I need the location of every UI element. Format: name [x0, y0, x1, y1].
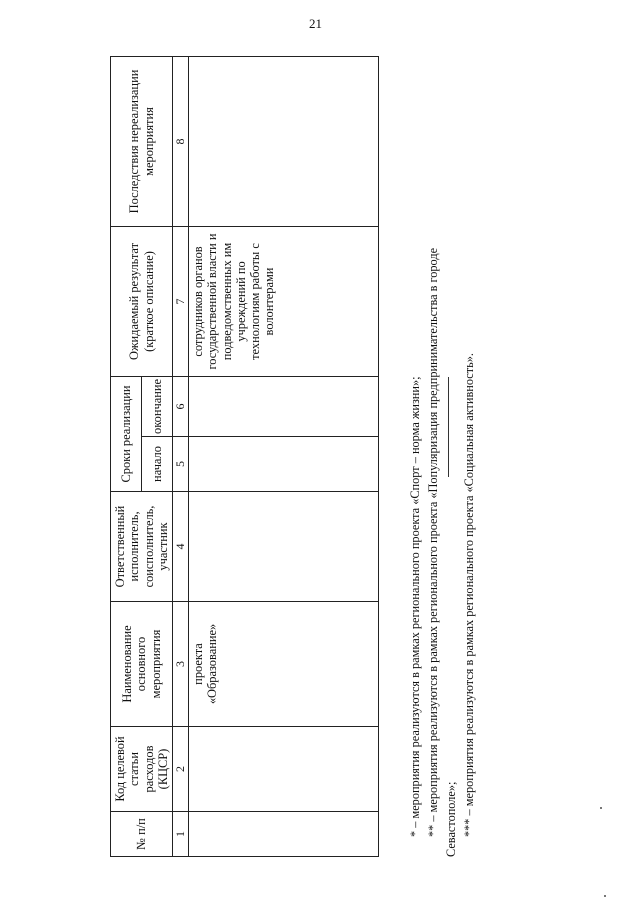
cell-expected-result: сотрудников органов государственной власти и подведомственных им учреждений по технологиям работы с волонтерами [189, 227, 379, 377]
header-event-name: Наименование основного мероприятия [111, 602, 173, 727]
events-table [110, 56, 379, 857]
column-number: 2 [173, 727, 189, 812]
header-expected-result: Ожидаемый результат (краткое описание) [111, 227, 173, 377]
header-kcsr: Код целевой статьи расходов (КЦСР) [111, 727, 173, 812]
header-number: № п/п [111, 812, 173, 857]
column-number: 4 [173, 492, 189, 602]
column-number: 5 [173, 437, 189, 492]
cell-kcsr [189, 727, 379, 812]
divider-line [448, 377, 449, 477]
footnote-2: ** – мероприятия реализуются в рамках регионального проекта «Популяризация предпринимательства в городе [426, 247, 440, 837]
scan-speck [604, 895, 606, 897]
cell-executor [189, 492, 379, 602]
column-number-row [173, 57, 189, 857]
table-row [189, 57, 379, 857]
header-end: окончание [142, 377, 173, 437]
header-executor: Ответственный исполнитель, соисполнитель, участник [111, 492, 173, 602]
page-number: 21 [309, 16, 322, 31]
cell-number [189, 812, 379, 857]
rotated-page-content [110, 57, 530, 857]
footnote-3: *** – мероприятия реализуются в рамках регионального проекта «Социальная активность». [462, 353, 476, 837]
header-start: начало [142, 437, 173, 492]
column-number: 7 [173, 227, 189, 377]
column-number: 8 [173, 57, 189, 227]
cell-start [189, 437, 379, 492]
footnote-1: * – мероприятия реализуются в рамках регионального проекта «Спорт – норма жизни»; [408, 376, 422, 837]
column-number: 6 [173, 377, 189, 437]
column-number: 1 [173, 812, 189, 857]
column-number: 3 [173, 602, 189, 727]
header-consequences: Последствия нереализации мероприятия [111, 57, 173, 227]
cell-end [189, 377, 379, 437]
footnotes [406, 57, 478, 857]
scan-speck [600, 807, 602, 809]
header-deadlines: Сроки реализации [111, 377, 142, 492]
cell-event-name: проекта «Образование» [189, 602, 379, 727]
footnote-2-continued: Севастополе»; [444, 781, 458, 857]
cell-consequences [189, 57, 379, 227]
